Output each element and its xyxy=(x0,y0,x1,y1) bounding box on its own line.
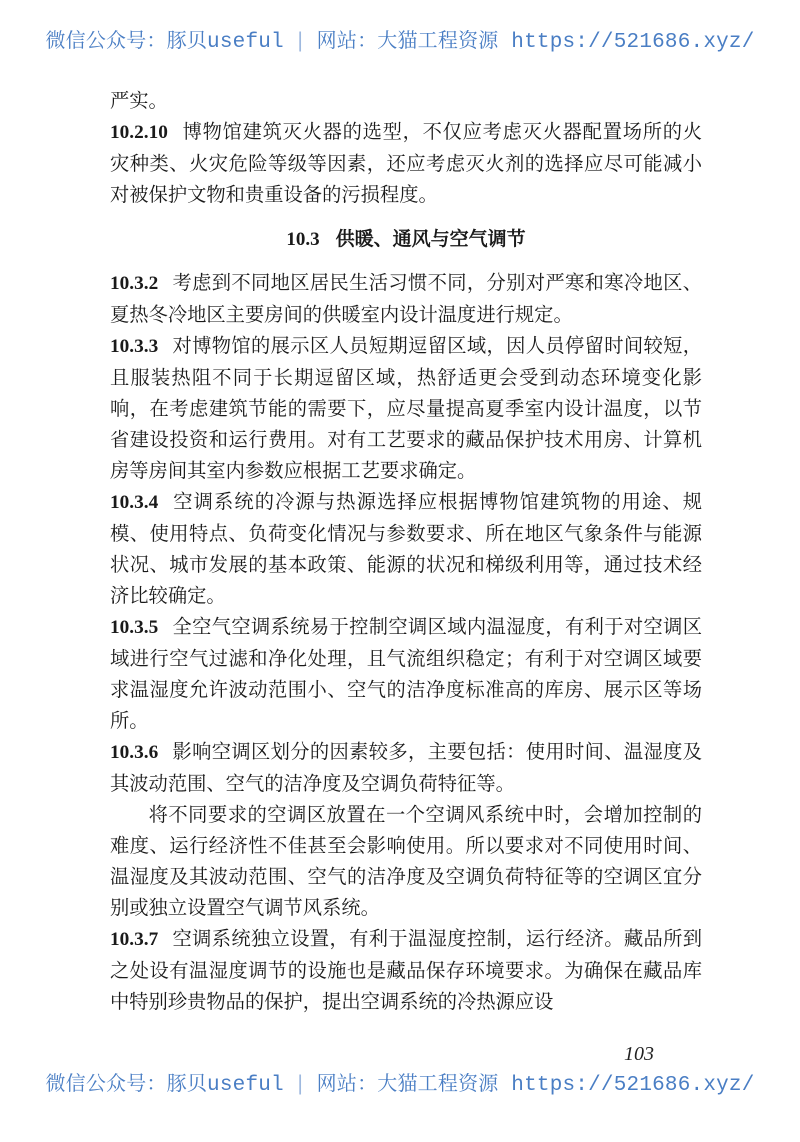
page-number: 103 xyxy=(624,1043,654,1065)
section-number: 10.3 xyxy=(286,229,320,250)
watermark-wechat-label: 微信公众号：豚贝 xyxy=(45,28,208,52)
clause-text: 空调系统独立设置，有利于温湿度控制，运行经济。藏品所到之处设有温湿度调节的设施也是藏品保存环境要求。为确保在藏品库中特别珍贵物品的保护，提出空调系统的冷热源应设 xyxy=(110,927,702,1013)
watermark-wechat-name: useful xyxy=(207,1074,284,1097)
clause-10-3-5 xyxy=(110,611,702,736)
watermark-footer xyxy=(0,1067,800,1097)
section-title: 供暖、通风与空气调节 xyxy=(335,228,526,250)
clause-text: 影响空调区划分的因素较多，主要包括：使用时间、温湿度及其波动范围、空气的洁净度及空调负荷特征等。 xyxy=(110,740,702,795)
document-body xyxy=(110,85,702,1017)
watermark-separator: | xyxy=(293,1074,307,1097)
watermark-header xyxy=(0,24,800,54)
clause-10-3-2 xyxy=(110,267,702,330)
continued-text: 严实。 xyxy=(110,89,168,112)
clause-10-3-3 xyxy=(110,330,702,486)
watermark-site-label: 网站：大猫工程资源 xyxy=(316,28,499,52)
clause-text: 博物馆建筑灭火器的选型，不仅应考虑灭火器配置场所的火灾种类、火灾危险等级等因素，还应考虑灭火剂的选择应尽可能减小对被保护文物和贵重设备的污损程度。 xyxy=(110,120,702,206)
clause-number: 10.3.4 xyxy=(110,492,159,513)
clause-10-2-10 xyxy=(110,116,702,210)
clause-10-3-6-continuation: 将不同要求的空调区放置在一个空调风系统中时，会增加控制的难度、运行经济性不佳甚至会影响使用。所以要求对不同使用时间、温湿度及其波动范围、空气的洁净度及空调负荷特征等的空调区宜分别或独立设置空气调节风系统。 xyxy=(110,803,702,919)
clause-10-3-4 xyxy=(110,486,702,611)
clause-number: 10.2.10 xyxy=(110,122,168,143)
clause-text: 空调系统的冷源与热源选择应根据博物馆建筑物的用途、规模、使用特点、负荷变化情况与参数要求、所在地区气象条件与能源状况、城市发展的基本政策、能源的状况和梯级利用等，通过技术经济比较确定。 xyxy=(110,490,702,607)
watermark-wechat-name: useful xyxy=(207,31,284,54)
watermark-separator: | xyxy=(293,31,307,54)
clause-number: 10.3.7 xyxy=(110,929,159,950)
clause-10-3-7 xyxy=(110,923,702,1017)
watermark-url: https://521686.xyz/ xyxy=(511,1074,755,1097)
clause-text: 对博物馆的展示区人员短期逗留区域，因人员停留时间较短，且服装热阻不同于长期逗留区域，热舒适更会受到动态环境变化影响，在考虑建筑节能的需要下，应尽量提高夏季室内设计温度，以节省建设投资和运行费用。对有工艺要求的藏品保护技术用房、计算机房等房间其室内参数应根据工艺要求确定。 xyxy=(110,334,702,482)
clause-number: 10.3.3 xyxy=(110,336,159,357)
clause-number: 10.3.5 xyxy=(110,617,159,638)
clause-10-3-6 xyxy=(110,736,702,799)
clause-text: 全空气空调系统易于控制空调区域内温湿度，有利于对空调区域进行空气过滤和净化处理，且气流组织稳定；有利于对空调区域要求温湿度允许波动范围小、空气的洁净度标准高的库房、展示区等场所。 xyxy=(110,615,702,732)
section-heading xyxy=(110,224,702,255)
clause-text: 考虑到不同地区居民生活习惯不同，分别对严寒和寒冷地区、夏热冬冷地区主要房间的供暖室内设计温度进行规定。 xyxy=(110,271,702,326)
clause-number: 10.3.2 xyxy=(110,273,159,294)
clause-number: 10.3.6 xyxy=(110,742,159,763)
watermark-url: https://521686.xyz/ xyxy=(511,31,755,54)
watermark-site-label: 网站：大猫工程资源 xyxy=(316,1071,499,1095)
watermark-wechat-label: 微信公众号：豚贝 xyxy=(45,1071,208,1095)
